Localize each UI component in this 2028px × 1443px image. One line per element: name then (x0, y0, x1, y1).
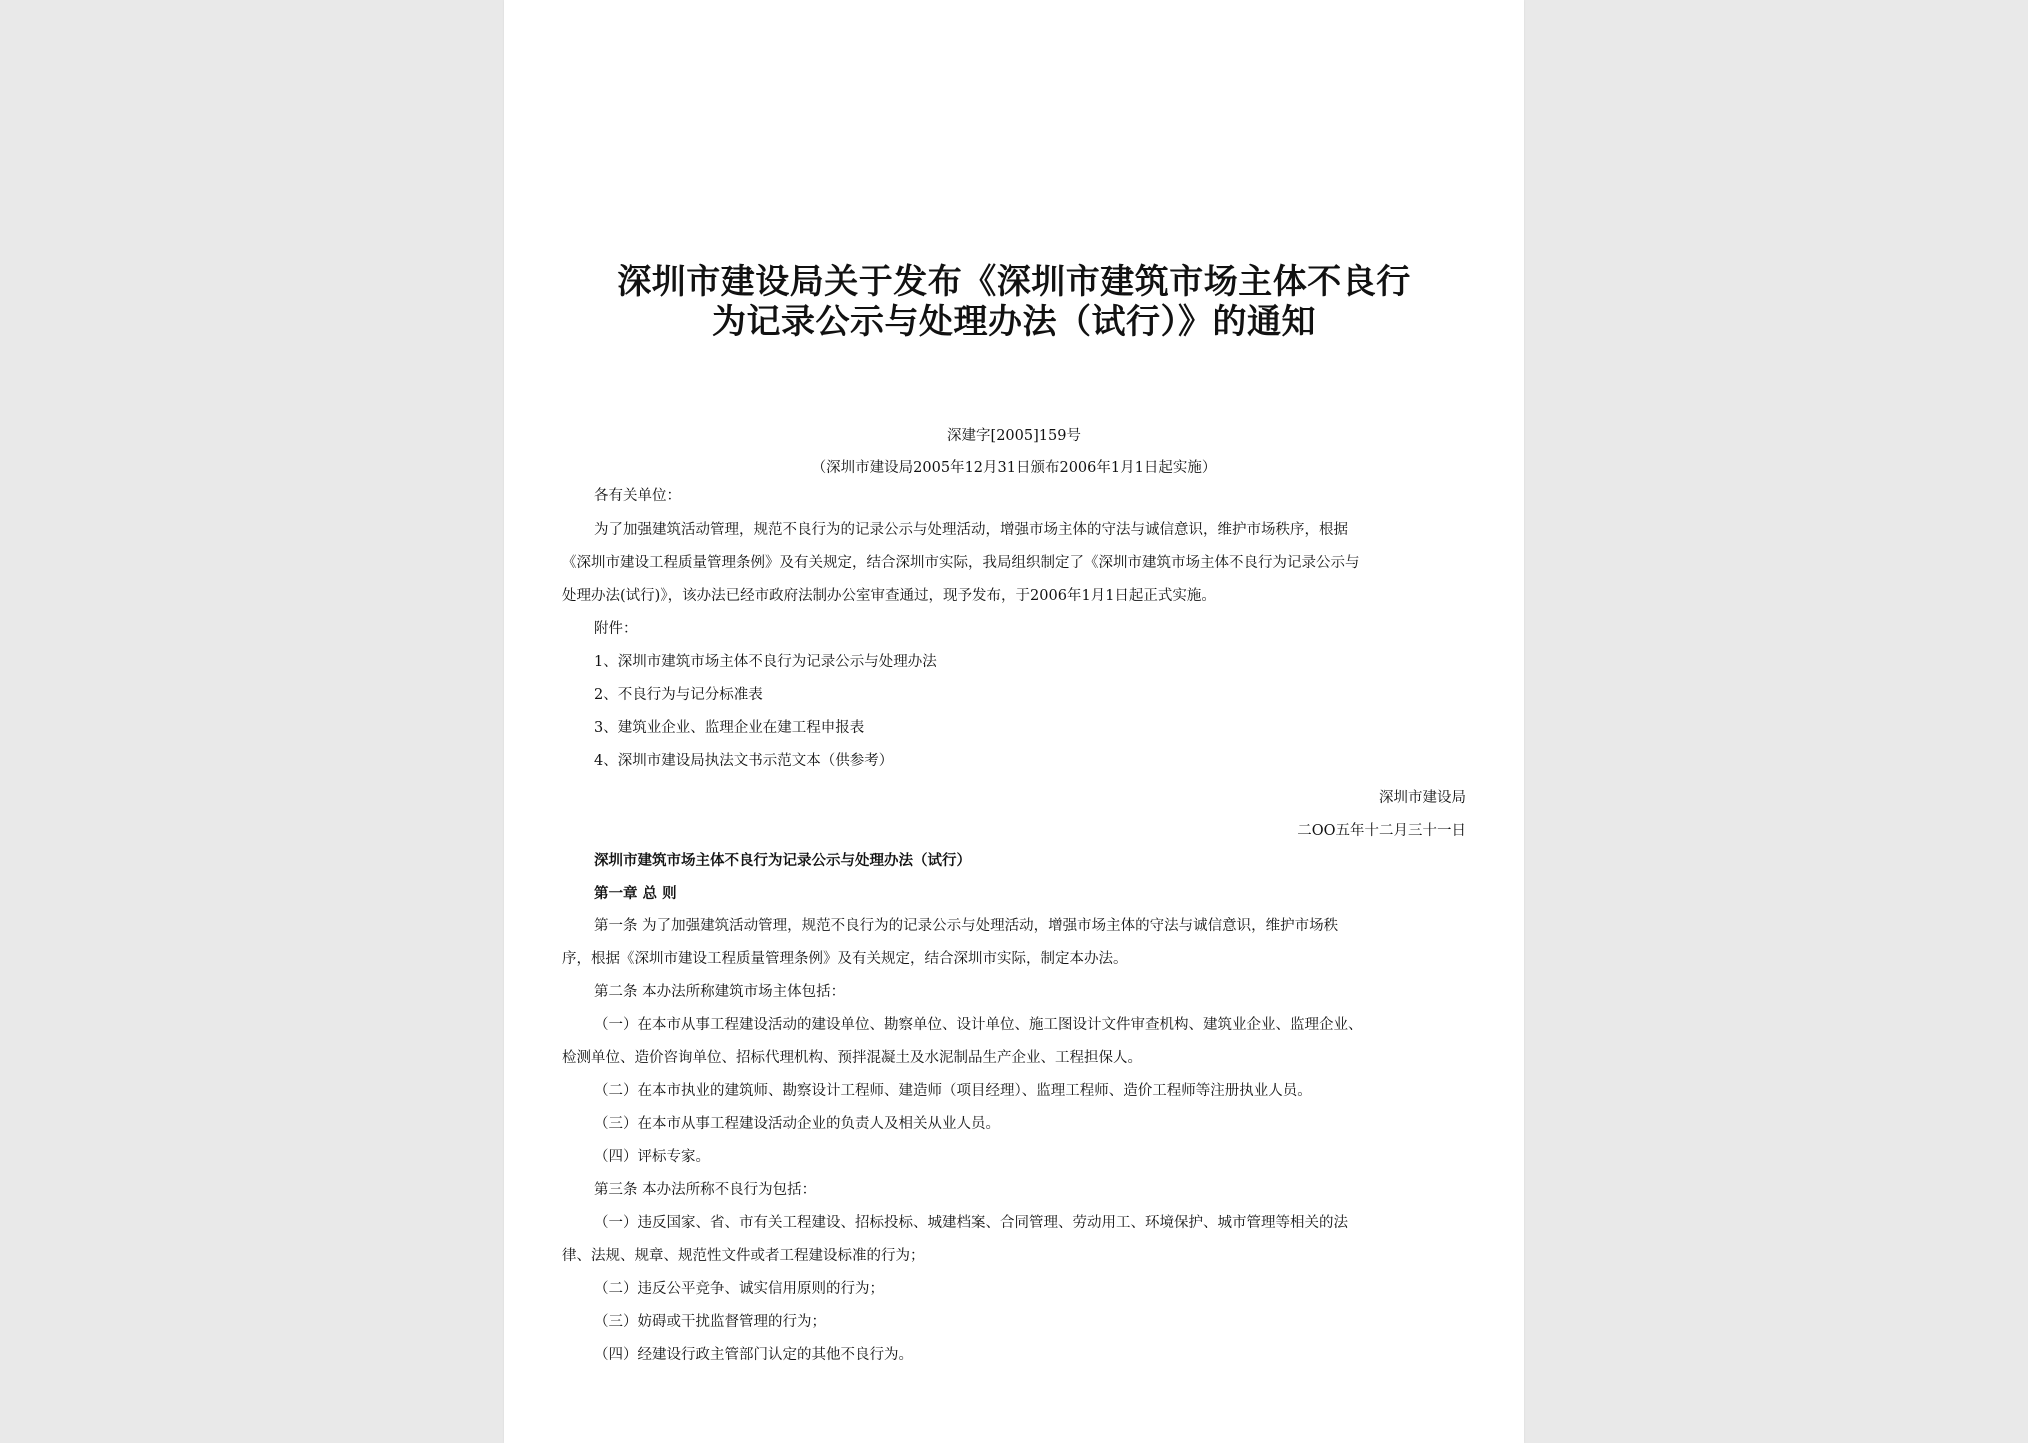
measure-title: 深圳市建筑市场主体不良行为记录公示与处理办法（试行） (594, 852, 971, 869)
document-page (504, 0, 1524, 1443)
article-3-item-3: （三）妨碍或干扰监督管理的行为； (594, 1314, 826, 1330)
article-3-heading: 第三条 本办法所称不良行为包括： (594, 1182, 817, 1198)
issue-note: （深圳市建设局2005年12月31日颁布2006年1月1日起实施） (811, 460, 1217, 476)
intro-line-1: 为了加强建筑活动管理，规范不良行为的记录公示与处理活动，增强市场主体的守法与诚信意识，维护市场秩序，根据 (594, 522, 1348, 538)
attachment-item: 1、深圳市建筑市场主体不良行为记录公示与处理办法 (594, 654, 937, 670)
article-3-item-4: （四）经建设行政主管部门认定的其他不良行为。 (594, 1347, 913, 1363)
intro-line-2: 《深圳市建设工程质量管理条例》及有关规定，结合深圳市实际，我局组织制定了《深圳市建筑市场主体不良行为记录公示与 (562, 555, 1360, 571)
salutation: 各有关单位： (594, 488, 681, 504)
article-2-heading: 第二条 本办法所称建筑市场主体包括： (594, 984, 846, 1000)
issuer-signature: 深圳市建设局 (1379, 790, 1466, 806)
article-2-item-3: （三）在本市从事工程建设活动企业的负责人及相关从业人员。 (594, 1116, 1000, 1132)
issue-date: 二OO五年十二月三十一日 (1297, 823, 1466, 839)
article-1-line-1: 第一条 为了加强建筑活动管理，规范不良行为的记录公示与处理活动，增强市场主体的守法与诚信意识，维护市场秩 (594, 918, 1339, 934)
chapter-title: 第一章 总 则 (594, 885, 677, 902)
article-2-item-1-line-1: （一）在本市从事工程建设活动的建设单位、勘察单位、设计单位、施工图设计文件审查机构、建筑业企业、监理企业、 (594, 1017, 1363, 1033)
article-3-item-2: （二）违反公平竞争、诚实信用原则的行为； (594, 1281, 884, 1297)
article-1-line-2: 序，根据《深圳市建设工程质量管理条例》及有关规定，结合深圳市实际，制定本办法。 (562, 951, 1128, 967)
document-number: 深建字[2005]159号 (947, 428, 1081, 444)
attachment-item: 3、建筑业企业、监理企业在建工程申报表 (594, 720, 865, 736)
title-line-2: 为记录公示与处理办法（试行）》的通知 (712, 302, 1316, 342)
attachment-item: 2、不良行为与记分标准表 (594, 687, 763, 703)
article-2-item-2: （二）在本市执业的建筑师、勘察设计工程师、建造师（项目经理）、监理工程师、造价工程师等注册执业人员。 (594, 1083, 1312, 1099)
attachment-item: 4、深圳市建设局执法文书示范文本（供参考） (594, 753, 894, 769)
attachments-label: 附件： (594, 621, 638, 637)
title-line-1: 深圳市建设局关于发布《深圳市建筑市场主体不良行 (617, 262, 1411, 302)
article-3-item-1-line-1: （一）违反国家、省、市有关工程建设、招标投标、城建档案、合同管理、劳动用工、环境保护、城市管理等相关的法 (594, 1215, 1348, 1231)
article-2-item-4: （四）评标专家。 (594, 1149, 710, 1165)
document-title (504, 262, 1524, 342)
article-3-item-1-line-2: 律、法规、规章、规范性文件或者工程建设标准的行为； (562, 1248, 925, 1264)
intro-line-3: 处理办法(试行)》，该办法已经市政府法制办公室审查通过，现予发布，于2006年1月1日起正式实施。 (562, 588, 1216, 604)
article-2-item-1-line-2: 检测单位、造价咨询单位、招标代理机构、预拌混凝土及水泥制品生产企业、工程担保人。 (562, 1050, 1142, 1066)
